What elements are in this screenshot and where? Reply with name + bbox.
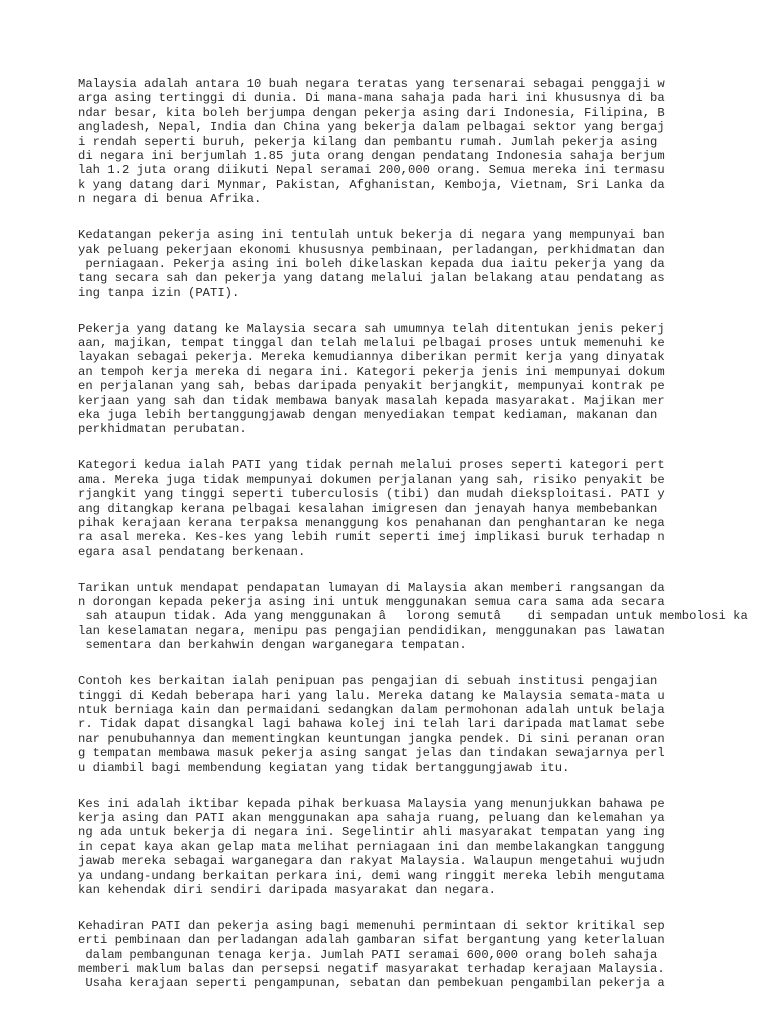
text-line: Kategori kedua ialah PATI yang tidak pernah melalui proses seperti kategori pert	[78, 458, 665, 473]
text-line: perniagaan. Pekerja asing ini boleh dikelaskan kepada dua iaitu pekerja yang da	[78, 256, 665, 271]
text-line: ang ditangkap kerana pelbagai kesalahan imigresen dan jenayah hanya membebankan	[78, 501, 658, 516]
text-line: rjangkit yang tinggi seperti tuberculosis (tibi) dan mudah dieksploitasi. PATI y	[78, 487, 665, 502]
text-line: jawab mereka sebagai warganegara dan rakyat Malaysia. Walaupun mengetahui wujudn	[78, 854, 665, 869]
text-line: Malaysia adalah antara 10 buah negara teratas yang tersenarai sebagai penggaji w	[78, 77, 665, 91]
paragraph	[78, 228, 768, 300]
text-line: ama. Mereka juga tidak mempunyai dokumen perjalanan yang sah, risiko penyakit be	[78, 472, 665, 487]
paragraph	[78, 797, 768, 898]
text-line: ra asal mereka. Kes-kes yang lebih rumit seperti imej implikasi buruk terhadap n	[78, 530, 665, 545]
text-line: perkhidmatan perubatan.	[78, 422, 247, 437]
text-line: g tempatan membawa masuk pekerja asing sangat jelas dan tindakan sewajarnya perl	[78, 746, 665, 761]
text-line: erti pembinaan dan perladangan adalah gambaran sifat bergantung yang keterlaluan	[78, 933, 665, 948]
text-line: Usaha kerajaan seperti pengampunan, sebatan dan pembekuan pengambilan pekerja a	[78, 976, 665, 991]
text-line: n negara di benua Afrika.	[78, 192, 262, 207]
text-line: ntuk berniaga kain dan permaidani sedangkan dalam permohonan adalah untuk belaja	[78, 703, 665, 718]
text-line: Contoh kes berkaitan ialah penipuan pas pengajian di sebuah institusi pengajian	[78, 674, 658, 689]
text-line: tang secara sah dan pekerja yang datang melalui jalan belakang atau pendatang as	[78, 271, 665, 286]
text-line: an tempoh kerja mereka di negara ini. Kategori pekerja jenis ini mempunyai dokum	[78, 364, 665, 379]
text-line: sementara dan berkahwin dengan warganegara tempatan.	[78, 638, 467, 653]
text-line: arga asing tertinggi di dunia. Di mana-mana sahaja pada hari ini khususnya di ba	[78, 91, 665, 106]
paragraph	[78, 919, 768, 991]
text-line: Pekerja yang datang ke Malaysia secara sah umumnya telah ditentukan jenis pekerj	[78, 321, 665, 336]
text-line: memberi maklum balas dan persepsi negatif masyarakat terhadap kerajaan Malaysia.	[78, 962, 665, 977]
document-body	[78, 77, 768, 1012]
text-line: aan, majikan, tempat tinggal dan telah melalui pelbagai proses untuk memenuhi ke	[78, 336, 665, 351]
text-line: n dorongan kepada pekerja asing ini untuk menggunakan semua cara sama ada secara	[78, 595, 665, 610]
text-line: nar penubuhannya dan mementingkan keuntungan jangka pendek. Di sini peranan oran	[78, 731, 665, 746]
text-line: di negara ini berjumlah 1.85 juta orang dengan pendatang Indonesia sahaja berjum	[78, 148, 665, 163]
text-line: ing tanpa izin (PATI).	[78, 285, 240, 300]
text-line: Kedatangan pekerja asing ini tentulah untuk bekerja di negara yang mempunyai ban	[78, 228, 665, 243]
text-line: ndar besar, kita boleh berjumpa dengan pekerja asing dari Indonesia, Filipina, B	[78, 105, 665, 120]
text-line: en perjalanan yang sah, bebas daripada penyakit berjangkit, mempunyai kontrak pe	[78, 379, 665, 394]
text-line: eka juga lebih bertanggungjawab dengan menyediakan tempat kediaman, makanan dan	[78, 408, 658, 422]
paragraph	[78, 674, 768, 775]
text-line: sah ataupun tidak. Ada yang menggunakan âlorong semutâ di sempadan untuk membolosi ka	[78, 609, 748, 624]
text-line: i rendah seperti buruh, pekerja kilang dan pembantu rumah. Jumlah pekerja asing	[78, 134, 658, 149]
text-line: r. Tidak dapat disangkal lagi bahawa kolej ini telah lari daripada matlamat sebe	[78, 717, 665, 732]
text-line: dalam pembangunan tenaga kerja. Jumlah PATI seramai 600,000 orang boleh sahaja	[78, 947, 658, 962]
text-line: in cepat kaya akan gelap mata melihat perniagaan ini dan membelakangkan tanggung	[78, 839, 665, 854]
text-line: layakan sebagai pekerja. Mereka kemudiannya diberikan permit kerja yang dinyatak	[78, 350, 665, 365]
text-line: angladesh, Nepal, India dan China yang bekerja dalam pelbagai sektor yang bergaj	[78, 120, 665, 135]
text-line: lah 1.2 juta orang diikuti Nepal seramai 200,000 orang. Semua mereka ini termasu	[78, 163, 665, 178]
text-line: yak peluang pekerjaan ekonomi khususnya pembinaan, perladangan, perkhidmatan dan	[78, 242, 665, 257]
paragraph	[78, 322, 768, 437]
paragraph	[78, 77, 768, 207]
text-line: ng ada untuk bekerja di negara ini. Segelintir ahli masyarakat tempatan yang ing	[78, 825, 665, 840]
text-line: ya undang-undang berkaitan perkara ini, demi wang ringgit mereka lebih mengutama	[78, 868, 665, 883]
text-line: tinggi di Kedah beberapa hari yang lalu. Mereka datang ke Malaysia semata-mata u	[78, 688, 665, 703]
paragraph	[78, 581, 768, 653]
text-line: egara asal pendatang berkenaan.	[78, 544, 306, 559]
text-line: lan keselamatan negara, menipu pas pengajian pendidikan, menggunakan pas lawatan	[78, 623, 665, 638]
text-line: u diambil bagi membendung kegiatan yang tidak bertanggungjawab itu.	[78, 760, 570, 775]
text-line: kerjaan yang sah dan tidak membawa banyak masalah kepada masyarakat. Majikan mer	[78, 393, 665, 408]
text-line: Kehadiran PATI dan pekerja asing bagi memenuhi permintaan di sektor kritikal sep	[78, 918, 665, 933]
paragraph	[78, 458, 768, 559]
text-line: k yang datang dari Mynmar, Pakistan, Afghanistan, Kemboja, Vietnam, Sri Lanka da	[78, 177, 665, 192]
text-line: pihak kerajaan kerana terpaksa menanggung kos penahanan dan penghantaran ke nega	[78, 515, 665, 530]
text-line: Tarikan untuk mendapat pendapatan lumayan di Malaysia akan memberi rangsangan da	[78, 580, 665, 595]
text-line: Kes ini adalah iktibar kepada pihak berkuasa Malaysia yang menunjukkan bahawa pe	[78, 796, 665, 811]
text-line: kan kehendak diri sendiri daripada masyarakat dan negara.	[78, 882, 497, 897]
text-line: kerja asing dan PATI akan menggunakan apa sahaja ruang, peluang dan kelemahan ya	[78, 810, 665, 825]
